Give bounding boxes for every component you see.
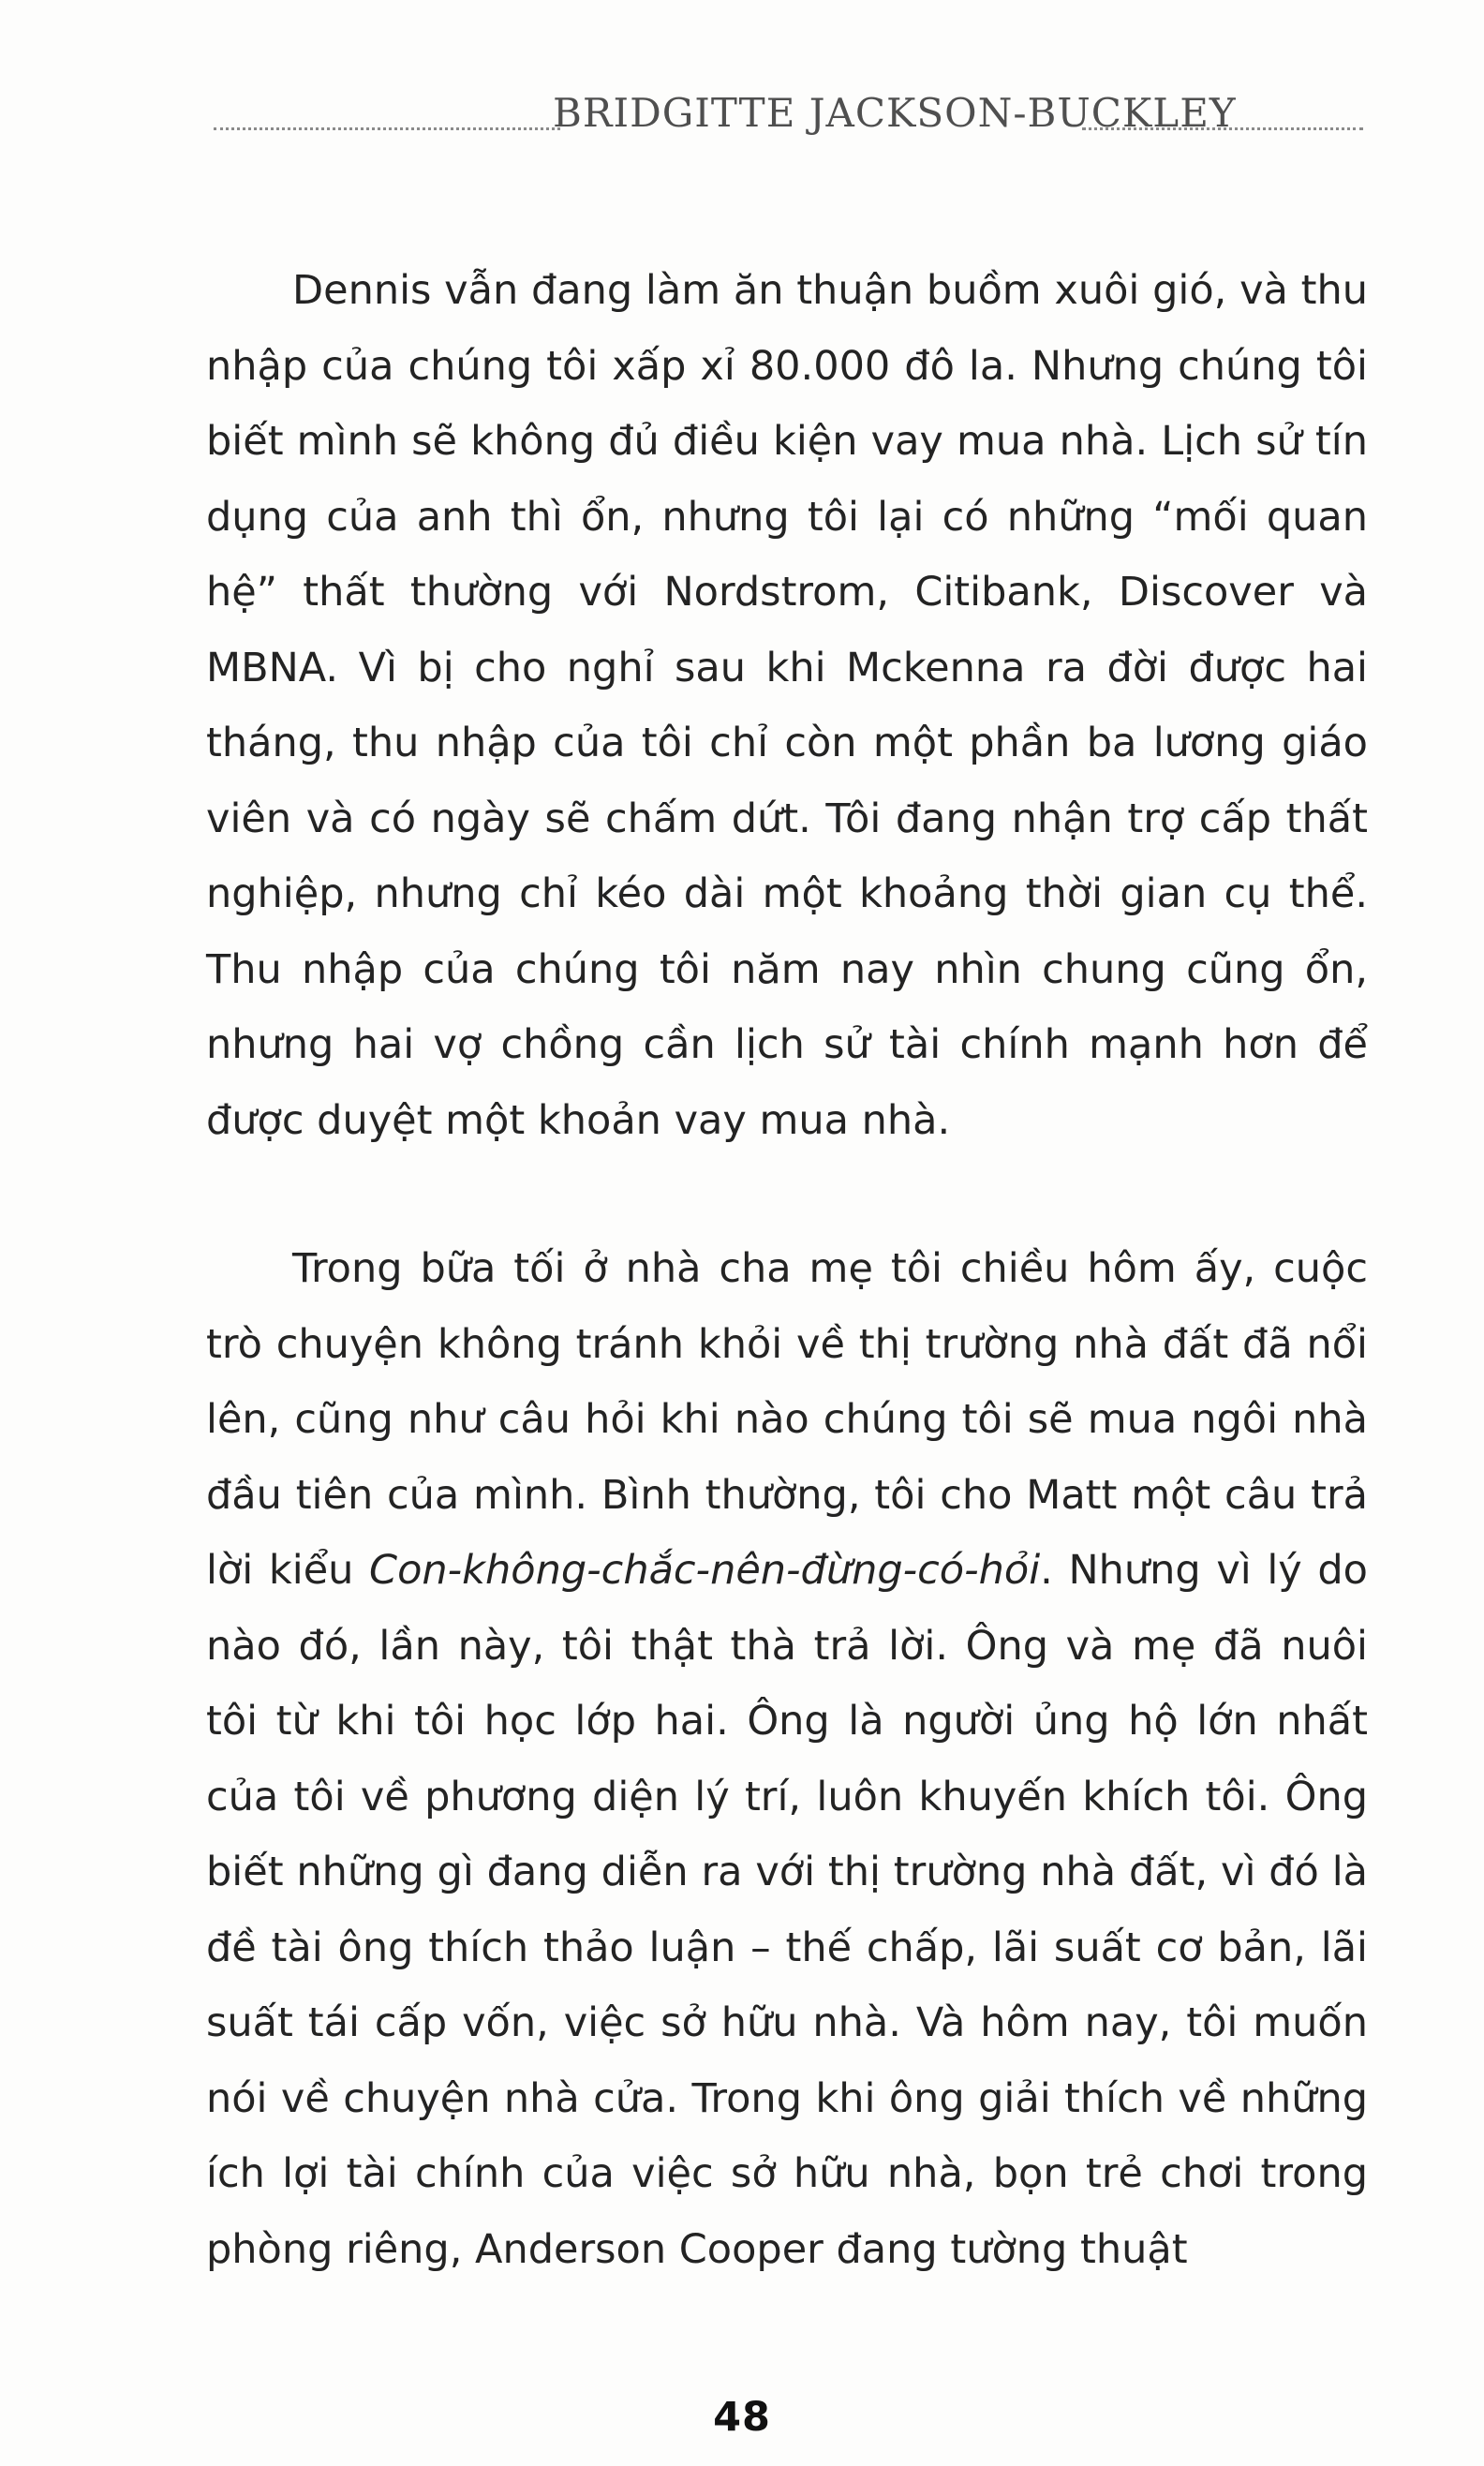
author-running-head: BRIDGITTE JACKSON-BUCKLEY: [553, 90, 1237, 136]
paragraph-2-before-italic: Trong bữa tối ở nhà cha mẹ tôi chiều hôm ấy, cuộc trò chuyện không tránh khỏi về thị trường nhà đất đã nổi lên, cũng như câu hỏi khi nào chúng tôi sẽ mua ngôi nhà đầu tiên của mình. Bình thường, tôi cho Matt một câu trả lời kiểu: [206, 1245, 1368, 1594]
running-header: [197, 90, 1363, 146]
italic-phrase: Con-không-chắc-nên-đừng-có-hỏi: [369, 1547, 1041, 1594]
left-dotted-rule: [214, 127, 560, 130]
paragraph-1: Dennis vẫn đang làm ăn thuận buồm xuôi gió, và thu nhập của chúng tôi xấp xỉ 80.000 đô la. Nhưng chúng tôi biết mình sẽ không đủ điều kiện vay mua nhà. Lịch sử tín dụng của anh thì ổn, nhưng tôi lại có những “mối quan hệ” thất thường với Nordstrom, Citibank, Discover và MBNA. Vì bị cho nghỉ sau khi Mckenna ra đời được hai tháng, thu nhập của tôi chỉ còn một phần ba lương giáo viên và có ngày sẽ chấm dứt. Tôi đang nhận trợ cấp thất nghiệp, nhưng chỉ kéo dài một khoảng thời gian cụ thể. Thu nhập của chúng tôi năm nay nhìn chung cũng ổn, nhưng hai vợ chồng cần lịch sử tài chính mạnh hơn để được duyệt một khoản vay mua nhà.: [206, 267, 1368, 1144]
body-text: [206, 253, 1368, 2287]
paragraph-2: [206, 1231, 1368, 2287]
right-dotted-rule: [1082, 127, 1363, 130]
page-number: 48: [713, 2394, 771, 2441]
paragraph-2-after-italic: . Nhưng vì lý do nào đó, lần này, tôi thật thà trả lời. Ông và mẹ đã nuôi tôi từ khi tôi học lớp hai. Ông là người ủng hộ lớn nhất của tôi về phương diện lý trí, luôn khuyến khích tôi. Ông biết những gì đang diễn ra với thị trường nhà đất, vì đó là đề tài ông thích thảo luận – thế chấp, lãi suất cơ bản, lãi suất tái cấp vốn, việc sở hữu nhà. Và hôm nay, tôi muốn nói về chuyện nhà cửa. Trong khi ông giải thích về những ích lợi tài chính của việc sở hữu nhà, bọn trẻ chơi trong phòng riêng, Anderson Cooper đang tường thuật: [206, 1547, 1368, 2273]
